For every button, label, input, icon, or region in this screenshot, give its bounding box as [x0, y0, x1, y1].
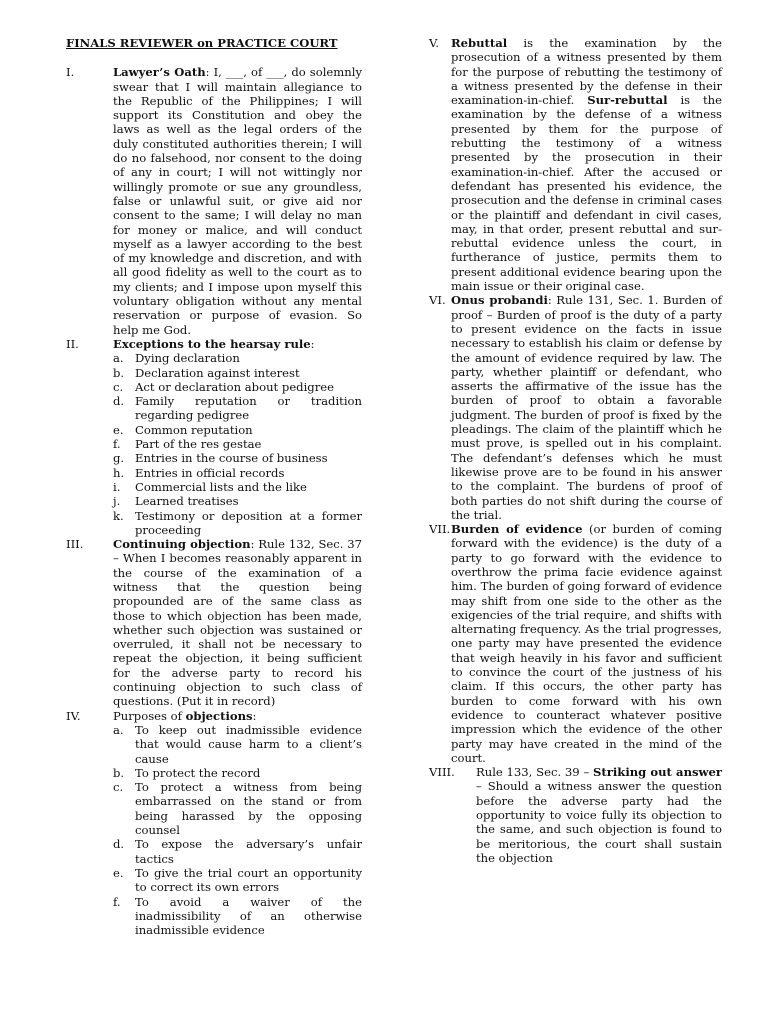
list-item	[113, 380, 362, 394]
list-letter: e.	[113, 865, 124, 880]
section-text: Purposes of	[113, 708, 186, 723]
section-text: : Rule 131, Sec. 1. Burden of proof – Burden of proof is the duty of a party to present evidence on the facts in issue necessary to establish his claim or defense by the amount of evidence required by law. The party, whether plaintiff or defendant, who asserts the affirmative of the issue has the burden of proof to obtain a favorable judgment. The burden of proof is fixed by the pleadings. The claim of the plaintiff which he must prove, is spelled out in his complaint. The defendant’s defenses which he must likewise prove are to be found in his answer to the complaint. The burdens of proof of both parties do not shift during the course of the trial.	[451, 293, 722, 522]
list-text: Learned treatises	[135, 494, 239, 509]
section-lawyers-oath	[66, 65, 362, 337]
list-text: Entries in official records	[135, 465, 285, 480]
section-number: II.	[66, 336, 79, 351]
section-rebuttal	[429, 36, 722, 293]
section-text: (	[582, 522, 594, 537]
section-number: IV.	[66, 708, 81, 723]
section-heading: Burden of evidence	[451, 522, 583, 537]
list-item	[113, 509, 362, 538]
list-text: Common reputation	[135, 422, 253, 437]
list-letter: b.	[113, 365, 125, 380]
list-item	[113, 437, 362, 451]
list-letter: e.	[113, 422, 124, 437]
section-striking-out-answer	[429, 765, 722, 865]
left-column	[66, 36, 362, 937]
section-number: III.	[66, 537, 84, 552]
list-item	[113, 351, 362, 365]
list-letter: g.	[113, 451, 125, 466]
list-letter: i.	[113, 479, 121, 494]
list-item	[113, 723, 362, 766]
list-letter: d.	[113, 394, 125, 409]
section-number: I.	[66, 65, 75, 80]
objection-purposes-list	[113, 723, 362, 937]
list-item	[113, 423, 362, 437]
section-number: VI.	[429, 293, 446, 308]
list-item	[113, 780, 362, 837]
document-title: FINALS REVIEWER on PRACTICE COURT	[66, 36, 338, 50]
section-heading: objections	[185, 708, 253, 723]
list-text: Dying declaration	[135, 351, 240, 366]
list-text: To protect the record	[135, 765, 261, 780]
section-onus-probandi	[429, 293, 722, 522]
section-text: :	[310, 336, 315, 351]
list-item	[113, 895, 362, 938]
section-text: Rule 133, Sec. 39 –	[476, 765, 594, 780]
list-item	[113, 480, 362, 494]
section-hearsay-exceptions	[66, 337, 362, 537]
list-letter: a.	[113, 351, 124, 366]
list-letter: f.	[113, 894, 121, 909]
list-letter: h.	[113, 465, 125, 480]
list-text: To expose the adversary’s unfair tactics	[135, 837, 362, 866]
list-text: Testimony or deposition at a former proceeding	[135, 508, 362, 537]
section-text: is the examination by the defense of a witness presented by them for the purpose of rebutting the testimony of a witness presented by the prosecution in their examination-in-chief. After the accused or defendant has presented his evidence, the prosecution and the defense in criminal cases or the plaintiff and defendant in civil cases, may, in that order, present rebuttal and sur-rebuttal evidence unless the court, in furtherance of justice, permits them to present additional evidence bearing upon the main issue or their original case.	[451, 93, 722, 294]
list-item	[113, 366, 362, 380]
list-item	[113, 866, 362, 895]
list-letter: c.	[113, 379, 124, 394]
section-purposes-of-objections	[66, 709, 362, 938]
hearsay-exceptions-list	[113, 351, 362, 537]
list-letter: k.	[113, 508, 124, 523]
list-text: Declaration against interest	[135, 365, 300, 380]
section-text: is the examination by the prosecution of a witness presented by them for the purpose of rebutting the testimony of a witness presented by the defense in their examination-in-chief.	[451, 36, 722, 108]
section-text: :	[252, 708, 257, 723]
section-text: : Rule 132, Sec. 37 – When I becomes reasonably apparent in the course of the examination of a witness that the question being propounded are of the same class as those to which objection has been made, whether such objection was sustained or overruled, it shall not be necessary to repeat the objection, it being sufficient for the adverse party to record his continuing objection to such class of questions. (Put it in record)	[113, 537, 362, 709]
list-item	[113, 837, 362, 866]
section-heading: Continuing objection	[113, 537, 251, 552]
list-letter: a.	[113, 722, 124, 737]
section-text: : I, ___, of ___, do solemnly swear that I will maintain allegiance to the Republic of the Philippines; I will support its Constitution and obey the laws as well as the legal orders of the duly constituted authorities therein; I will do no falsehood, nor consent to the doing of any in court; I will not wittingly nor willingly promote or sue any groundless, false or unlawful suit, or give aid nor consent to the same; I will delay no man for money or malice, and will conduct myself as a lawyer according to the best of my knowledge and discretion, and with all good fidelity as well to the court as to my clients; and I impose upon myself this voluntary obligation without any mental reservation or purpose of evasion. So help me God.	[113, 65, 363, 337]
list-letter: c.	[113, 780, 124, 795]
list-text: Family reputation or tradition regarding pedigree	[135, 394, 362, 423]
list-letter: b.	[113, 765, 125, 780]
list-text: Part of the res gestae	[135, 437, 262, 452]
section-heading: Rebuttal	[451, 36, 508, 50]
list-text: Entries in the course of business	[135, 451, 328, 466]
list-item	[113, 466, 362, 480]
list-text: To protect a witness from being embarrassed on the stand or from being harassed by the opposing counsel	[135, 780, 362, 838]
list-text: Act or declaration about pedigree	[135, 379, 334, 394]
section-number: VII.	[429, 522, 451, 537]
section-heading: Onus probandi	[451, 293, 548, 308]
list-item	[113, 766, 362, 780]
list-text: To give the trial court an opportunity to correct its own errors	[135, 865, 362, 895]
section-text: is the duty of a party to go forward with the evidence to overthrow the prima facie evidence against him. The burden of going forward of evidence may shift from one side to the other as the exigencies of the trial require, and shifts with alternating frequency. As the trial progresses, one party may have presented the evidence that weigh heavily in his favor and sufficient to convince the court of the justness of his claim. If this occurs, the other party has burden to come forward with his own evidence to counteract whatever positive impression which the evidence of the other party may have created in the mind of the court.	[451, 536, 722, 765]
list-item	[113, 394, 362, 423]
list-letter: d.	[113, 837, 125, 852]
list-text: To keep out inadmissible evidence that would cause harm to a client’s cause	[135, 722, 362, 766]
list-text: Commercial lists and the like	[135, 479, 307, 494]
section-heading: Striking out answer	[593, 765, 722, 780]
section-text: or burden of coming forward with the evidence	[451, 522, 722, 551]
list-text: To avoid a waiver of the inadmissibility of an otherwise inadmissible evidence	[135, 894, 362, 938]
list-item	[113, 451, 362, 465]
section-number: VIII.	[429, 765, 455, 780]
section-number: V.	[429, 36, 440, 50]
list-letter: f.	[113, 437, 121, 452]
section-subheading: Sur-rebuttal	[587, 93, 668, 108]
section-continuing-objection	[66, 537, 362, 709]
section-burden-of-evidence	[429, 522, 722, 765]
section-heading: Lawyer’s Oath	[113, 65, 206, 80]
right-column	[429, 36, 722, 865]
section-text: )	[613, 536, 618, 551]
list-letter: j.	[113, 494, 121, 509]
section-text: – Should a witness answer the question before the adverse party had the opportunity to voice fully its objection to the same, and such objection is found to be meritorious, the court shall sustain the objection	[476, 779, 722, 865]
section-heading: Exceptions to the hearsay rule	[113, 336, 311, 351]
list-item	[113, 494, 362, 508]
